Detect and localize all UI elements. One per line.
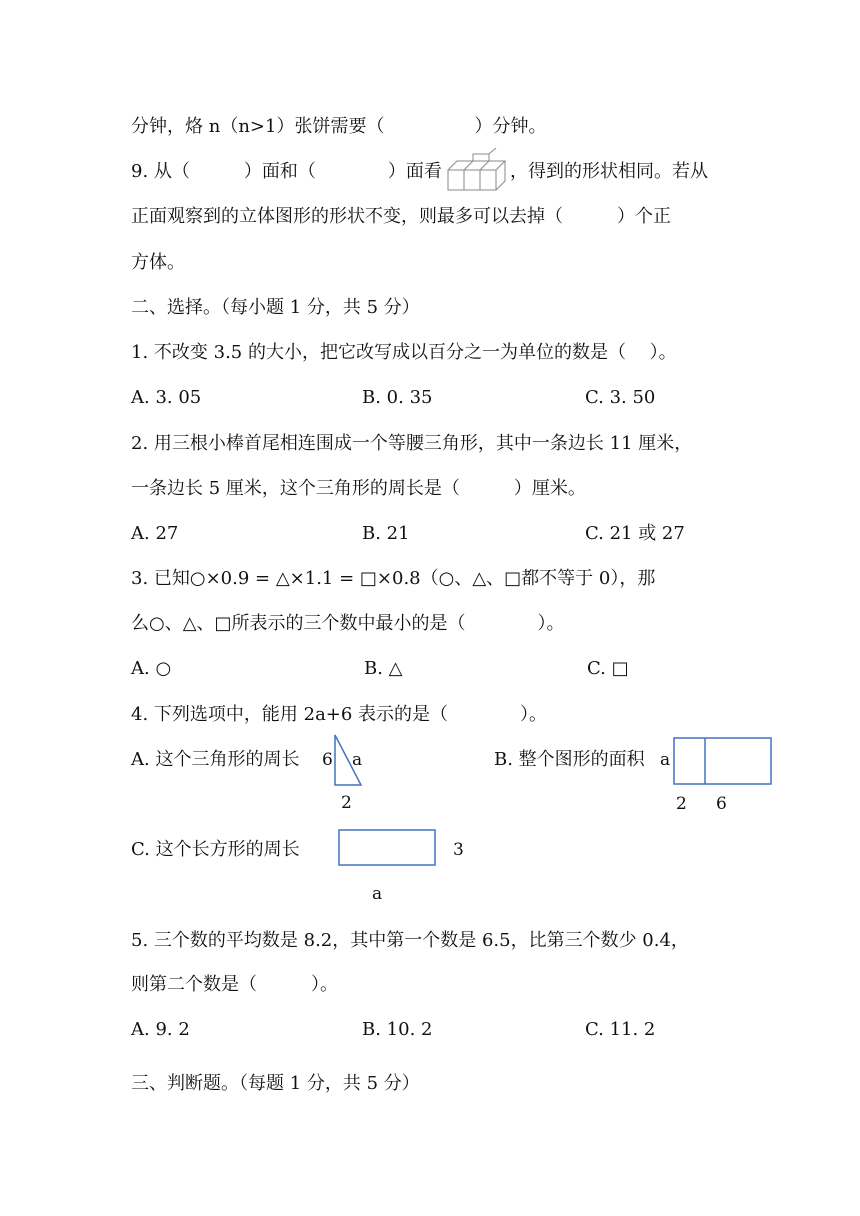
- area-bottom-label-1: 2: [676, 794, 687, 814]
- q9-line3: 方体。: [131, 252, 185, 273]
- s2-q2-option-a: A. 27: [131, 523, 179, 544]
- s2-q3-option-a: A. ○: [131, 658, 172, 679]
- triangle-side-bottom-label: 2: [341, 793, 352, 813]
- s2-q5-option-c: C. 11. 2: [585, 1019, 656, 1040]
- s2-q3-line2: 么○、△、□所表示的三个数中最小的是（ ）。: [131, 613, 565, 634]
- s2-q1-text: 1. 不改变 3.5 的大小，把它改写成以百分之一为单位的数是（ ）。: [131, 342, 677, 363]
- s2-q1-option-c: C. 3. 50: [585, 387, 656, 408]
- section3-title: 三、判断题。（每题 1 分，共 5 分）: [131, 1073, 420, 1094]
- s2-q2-line1: 2. 用三根小棒首尾相连围成一个等腰三角形，其中一条边长 11 厘米，: [131, 433, 693, 454]
- s2-q3-option-b: B. △: [364, 658, 403, 679]
- s2-q3-option-c: C. □: [587, 658, 629, 679]
- q9-line1-part1: 9. 从（ ）面和（ ）面看: [131, 161, 442, 182]
- q9-line2: 正面观察到的立体图形的形状不变，则最多可以去掉（ ）个正: [131, 206, 671, 227]
- s2-q1-option-a: A. 3. 05: [131, 387, 202, 408]
- s2-q2-option-b: B. 21: [362, 523, 410, 544]
- s2-q4-option-b-label: B. 整个图形的面积: [494, 749, 645, 770]
- perimeter-rectangle-figure: [338, 829, 438, 869]
- s2-q5-line1: 5. 三个数的平均数是 8.2，其中第一个数是 6.5，比第三个数少 0.4，: [131, 930, 689, 951]
- s2-q2-option-c: C. 21 或 27: [585, 523, 685, 544]
- triangle-side-left-label: 6: [322, 750, 333, 770]
- s2-q1-option-b: B. 0. 35: [362, 387, 433, 408]
- s2-q4-option-c-label: C. 这个长方形的周长: [131, 839, 300, 860]
- s2-q2-line2: 一条边长 5 厘米，这个三角形的周长是（ ）厘米。: [131, 478, 586, 499]
- area-side-left-label: a: [660, 750, 671, 770]
- section2-title: 二、选择。（每小题 1 分，共 5 分）: [131, 297, 420, 318]
- s2-q5-line2: 则第二个数是（ ）。: [131, 974, 338, 995]
- q9-line1-part2: ，得到的形状相同。若从: [510, 161, 708, 182]
- s2-q5-option-b: B. 10. 2: [362, 1019, 433, 1040]
- area-bottom-label-2: 6: [716, 794, 727, 814]
- s2-q4-text: 4. 下列选项中，能用 2a+6 表示的是（ ）。: [131, 704, 548, 725]
- triangle-side-right-label: a: [352, 750, 363, 770]
- q8-tail-text: 分钟，烙 n（n>1）张饼需要（ ）分钟。: [131, 116, 547, 137]
- s2-q5-option-a: A. 9. 2: [131, 1019, 190, 1040]
- perimeter-side-bottom-label: a: [372, 884, 383, 904]
- area-rectangle-figure: [673, 737, 773, 787]
- s2-q4-option-a-label: A. 这个三角形的周长: [131, 749, 300, 770]
- s2-q3-line1: 3. 已知○×0.9 = △×1.1 = □×0.8（○、△、□都不等于 0），那: [131, 568, 656, 589]
- perimeter-side-right-label: 3: [453, 840, 464, 860]
- cubes-figure: [447, 152, 509, 194]
